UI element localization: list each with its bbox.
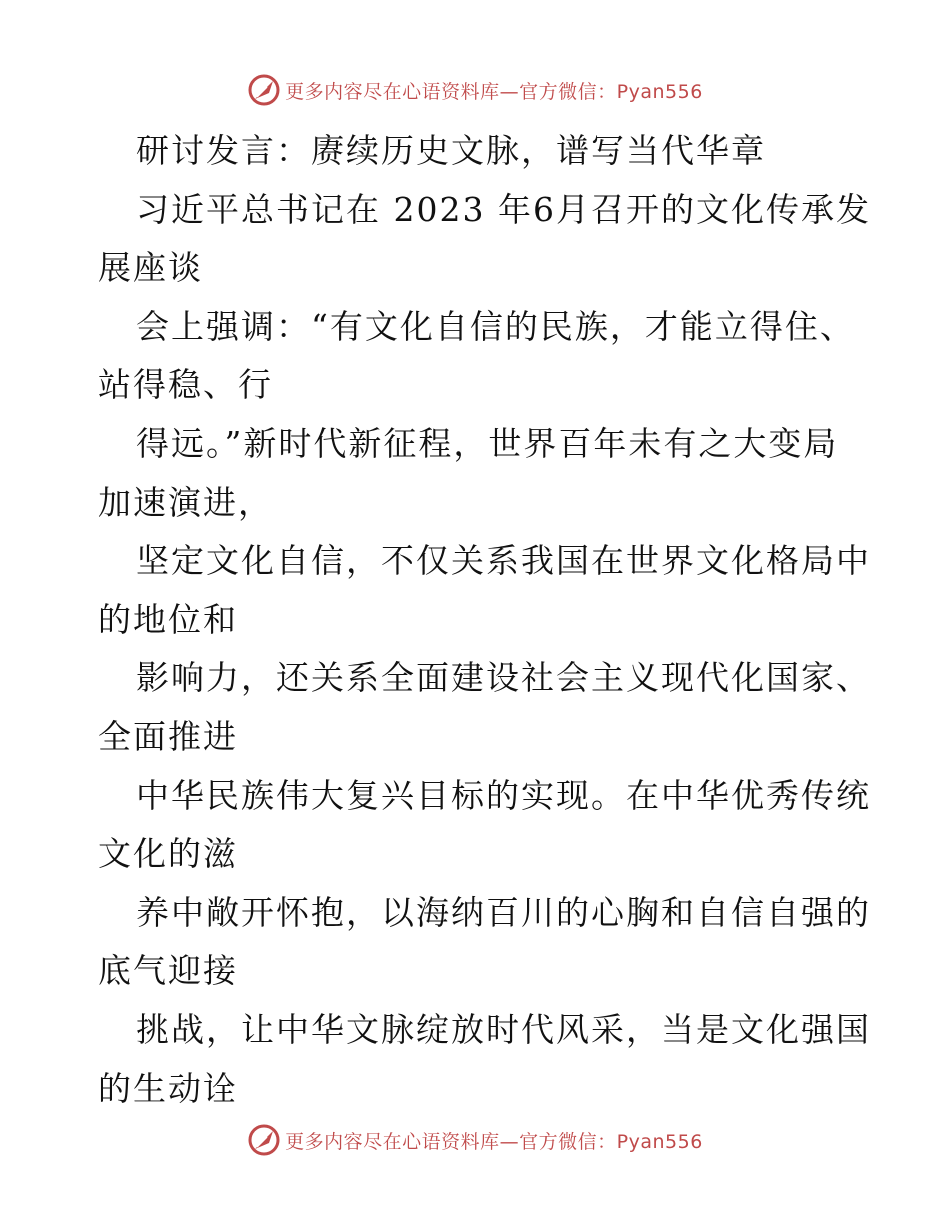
paragraph-line: 中华民族伟大复兴目标的实现。在中华优秀传统 (136, 775, 871, 815)
watermark-text: 更多内容尽在心语资料库—官方微信：Pyan556 (285, 1130, 703, 1153)
paragraph-line: 加速演进， (98, 482, 273, 522)
paragraph-line: 挑战，让中华文脉绽放时代风采，当是文化强国 (136, 1009, 871, 1049)
watermark-text: 更多内容尽在心语资料库—官方微信：Pyan556 (285, 80, 703, 103)
paragraph-line: 得远。”新时代新征程，世界百年未有之大变局 (136, 423, 839, 463)
paragraph-line: 坚定文化自信，不仅关系我国在世界文化格局中 (136, 541, 871, 581)
paragraph-line: 底气迎接 (98, 951, 238, 991)
paragraph-line: 全面推进 (98, 716, 238, 756)
watermark-header (0, 70, 950, 110)
paragraph-line: 的地位和 (98, 599, 238, 639)
paragraph-line: 养中敞开怀抱，以海纳百川的心胸和自信自强的 (136, 892, 871, 932)
quill-logo-icon (247, 73, 281, 107)
watermark-footer (0, 1120, 950, 1160)
paragraph-line: 站得稳、行 (98, 365, 273, 405)
document-body (98, 122, 871, 1118)
paragraph-line: 影响力，还关系全面建设社会主义现代化国家、 (136, 658, 871, 698)
paragraph-line: 会上强调：“有文化自信的民族，才能立得住、 (136, 306, 855, 346)
paragraph-line: 的生动诠 (98, 1068, 238, 1108)
paragraph-line: 文化的滋 (98, 834, 238, 874)
document-title-line: 研讨发言：赓续历史文脉，谱写当代华章 (136, 131, 766, 170)
quill-logo-icon (247, 1123, 281, 1157)
paragraph-line: 习近平总书记在 2023 年6月召开的文化传承发 (136, 189, 871, 229)
paragraph-line: 展座谈 (98, 248, 203, 288)
